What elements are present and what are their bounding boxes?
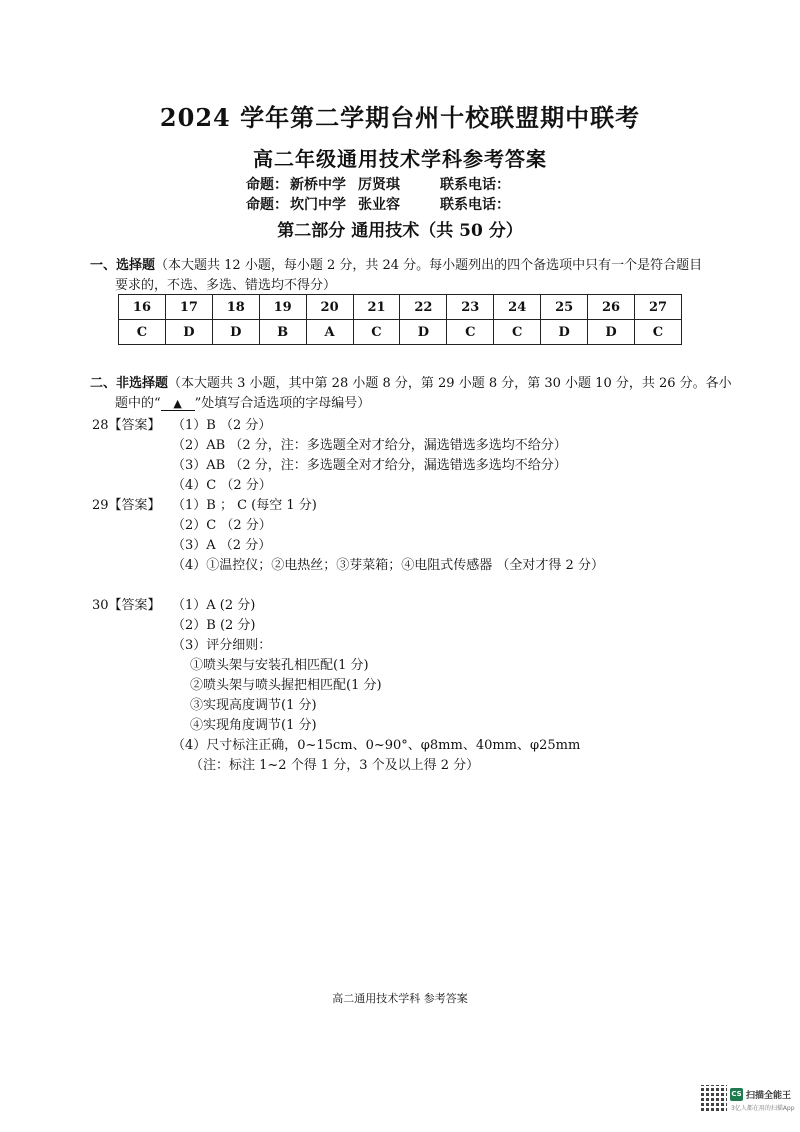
question-number-cell: 16 bbox=[119, 295, 166, 320]
answer-cell: D bbox=[165, 320, 212, 345]
q30-item: （2）B (2 分) bbox=[172, 618, 256, 633]
answer-cell: D bbox=[588, 320, 635, 345]
section1-intro bbox=[90, 254, 702, 273]
phone-label: 联系电话： bbox=[440, 177, 510, 193]
choice-answer-table bbox=[118, 294, 682, 345]
question-number-cell: 21 bbox=[353, 295, 400, 320]
question-number-cell: 26 bbox=[588, 295, 635, 320]
answer-cell: C bbox=[119, 320, 166, 345]
section2-intro bbox=[90, 372, 732, 391]
scanner-badge: CS bbox=[730, 1088, 743, 1101]
blank-mark: ▲ bbox=[161, 397, 195, 411]
answer-cell: D bbox=[541, 320, 588, 345]
q28-label: 28【答案】 bbox=[92, 418, 161, 433]
q30-item: （1）A (2 分) bbox=[172, 598, 256, 613]
q29-item: （2）C （2 分） bbox=[172, 518, 272, 533]
document-title: 2024 学年第二学期台州十校联盟期中联考 bbox=[159, 103, 641, 132]
question-number-cell: 27 bbox=[634, 295, 681, 320]
section1-heading: 一、选择题 bbox=[90, 258, 156, 273]
scanner-tagline: 3亿人都在用的扫描App bbox=[731, 1105, 795, 1112]
answer-cell: C bbox=[447, 320, 494, 345]
document-subtitle: 高二年级通用技术学科参考答案 bbox=[253, 147, 547, 171]
q30-item: （4）尺寸标注正确，0~15cm、0~90°、φ8mm、40mm、φ25mm bbox=[172, 738, 581, 753]
q29-item: （1）B ； C (每空 1 分) bbox=[172, 498, 317, 513]
answer-row bbox=[119, 320, 682, 345]
q29-item: （3）A （2 分） bbox=[172, 538, 272, 553]
q30-criterion: ④实现角度调节(1 分) bbox=[190, 718, 317, 733]
section2-description-cont bbox=[115, 392, 370, 411]
question-number-cell: 20 bbox=[306, 295, 353, 320]
section2-description: （本大题共 3 小题，其中第 28 小题 8 分，第 29 小题 8 分，第 30 小题 10 分，共 26 分。各小 bbox=[168, 376, 732, 391]
answer-cell: C bbox=[494, 320, 541, 345]
author-name: 张业容 bbox=[358, 197, 400, 213]
author-label: 命题： bbox=[246, 197, 288, 213]
q28-item: （4）C （2 分） bbox=[172, 478, 272, 493]
answer-cell: C bbox=[353, 320, 400, 345]
q30-note: （注：标注 1~2 个得 1 分，3 个及以上得 2 分） bbox=[190, 758, 480, 773]
question-number-cell: 17 bbox=[165, 295, 212, 320]
author-label: 命题： bbox=[246, 177, 288, 193]
q30-criterion: ①喷头架与安装孔相匹配(1 分) bbox=[190, 658, 369, 673]
phone-label: 联系电话： bbox=[440, 197, 510, 213]
question-number-cell: 18 bbox=[212, 295, 259, 320]
q30-criterion: ③实现高度调节(1 分) bbox=[190, 698, 317, 713]
answer-cell: A bbox=[306, 320, 353, 345]
answer-cell: C bbox=[634, 320, 681, 345]
question-number-cell: 23 bbox=[447, 295, 494, 320]
q30-label: 30【答案】 bbox=[92, 598, 161, 613]
q28-item: （2）AB （2 分，注：多选题全对才给分，漏选错选多选均不给分） bbox=[172, 438, 567, 453]
q28-item: （1）B （2 分） bbox=[172, 418, 272, 433]
author-school: 新桥中学 bbox=[290, 177, 346, 193]
section2-heading: 二、非选择题 bbox=[90, 376, 169, 391]
section1-description-cont: 要求的，不选、多选、错选均不得分） bbox=[115, 278, 337, 293]
q30-item: （3）评分细则： bbox=[172, 638, 272, 653]
q29-item: （4）①温控仪；②电热丝；③芽菜箱；④电阻式传感器 （全对才得 2 分） bbox=[172, 558, 604, 573]
question-number-cell: 19 bbox=[259, 295, 306, 320]
answer-cell: B bbox=[259, 320, 306, 345]
description-prefix: 题中的“ bbox=[115, 396, 161, 411]
scanner-brand: 扫描全能王 bbox=[746, 1091, 792, 1101]
part-title: 第二部分 通用技术（共 50 分） bbox=[277, 221, 523, 241]
q30-criterion: ②喷头架与喷头握把相匹配(1 分) bbox=[190, 678, 382, 693]
answer-cell: D bbox=[212, 320, 259, 345]
q28-item: （3）AB （2 分，注：多选题全对才给分，漏选错选多选均不给分） bbox=[172, 458, 567, 473]
qr-code-mask bbox=[701, 1085, 727, 1111]
description-suffix: ”处填写合适选项的字母编号） bbox=[194, 396, 371, 411]
question-number-cell: 25 bbox=[541, 295, 588, 320]
answer-cell: D bbox=[400, 320, 447, 345]
author-name: 厉贤琪 bbox=[358, 177, 400, 193]
page-footer: 高二通用技术学科 参考答案 bbox=[332, 992, 468, 1005]
author-school: 坎门中学 bbox=[290, 197, 346, 213]
question-number-cell: 24 bbox=[494, 295, 541, 320]
question-number-row bbox=[119, 295, 682, 320]
question-number-cell: 22 bbox=[400, 295, 447, 320]
q29-label: 29【答案】 bbox=[92, 498, 161, 513]
section1-description: （本大题共 12 小题，每小题 2 分，共 24 分。每小题列出的四个备选项中只有一个是符合题目 bbox=[155, 258, 703, 273]
